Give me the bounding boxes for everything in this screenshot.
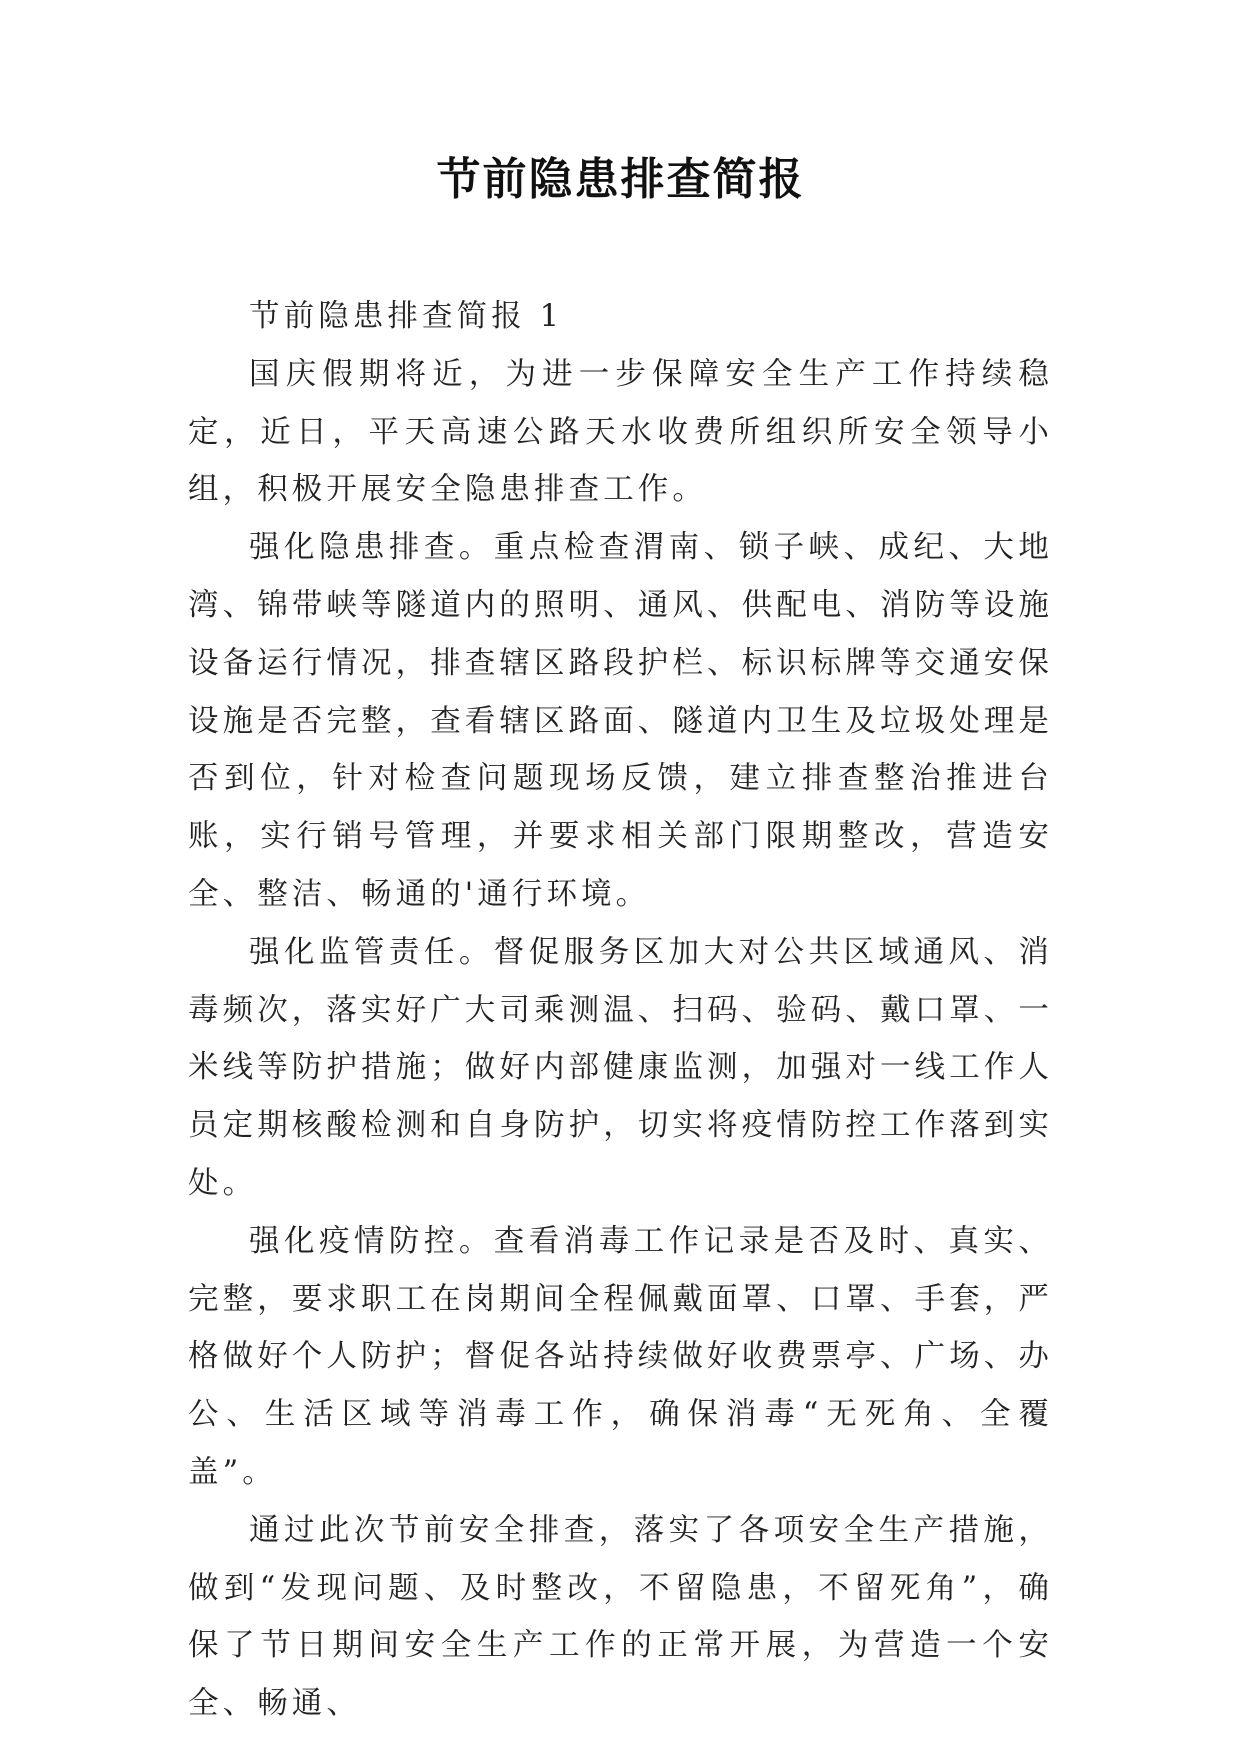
- document-body: [188, 288, 1053, 1733]
- paragraph-hazard-inspection: 强化隐患排查。重点检查渭南、锁子峡、成纪、大地湾、锦带峡等隧道内的照明、通风、供配电、消防等设施设备运行情况，排查辖区路段护栏、标识标牌等交通安保设施是否完整，查看辖区路面、隧道内卫生及垃圾处理是否到位，针对检查问题现场反馈，建立排查整治推进台账，实行销号管理，并要求相关部门限期整改，营造安全、整洁、畅通的'通行环境。: [188, 530, 1053, 912]
- paragraph-epidemic-control: 强化疫情防控。查看消毒工作记录是否及时、真实、完整，要求职工在岗期间全程佩戴面罩、口罩、手套，严格做好个人防护；督促各站持续做好收费票亭、广场、办公、生活区域等消毒工作，确保消毒“无死角、全覆盖”。: [188, 1223, 1053, 1490]
- paragraph-intro: 国庆假期将近，为进一步保障安全生产工作持续稳定，近日，平天高速公路天水收费所组织所安全领导小组，积极开展安全隐患排查工作。: [188, 356, 1053, 508]
- paragraph-supervision: 强化监管责任。督促服务区加大对公共区域通风、消毒频次，落实好广大司乘测温、扫码、验码、戴口罩、一米线等防护措施；做好内部健康监测，加强对一线工作人员定期核酸检测和自身防护，切实将疫情防控工作落到实处。: [188, 934, 1053, 1201]
- section-subheading: 节前隐患排查简报 1: [249, 299, 564, 334]
- document-title: 节前隐患排查简报: [436, 154, 805, 205]
- paragraph-conclusion: 通过此次节前安全排查，落实了各项安全生产措施，做到“发现问题、及时整改，不留隐患，不留死角”，确保了节日期间安全生产工作的正常开展，为营造一个安全、畅通、: [188, 1512, 1053, 1722]
